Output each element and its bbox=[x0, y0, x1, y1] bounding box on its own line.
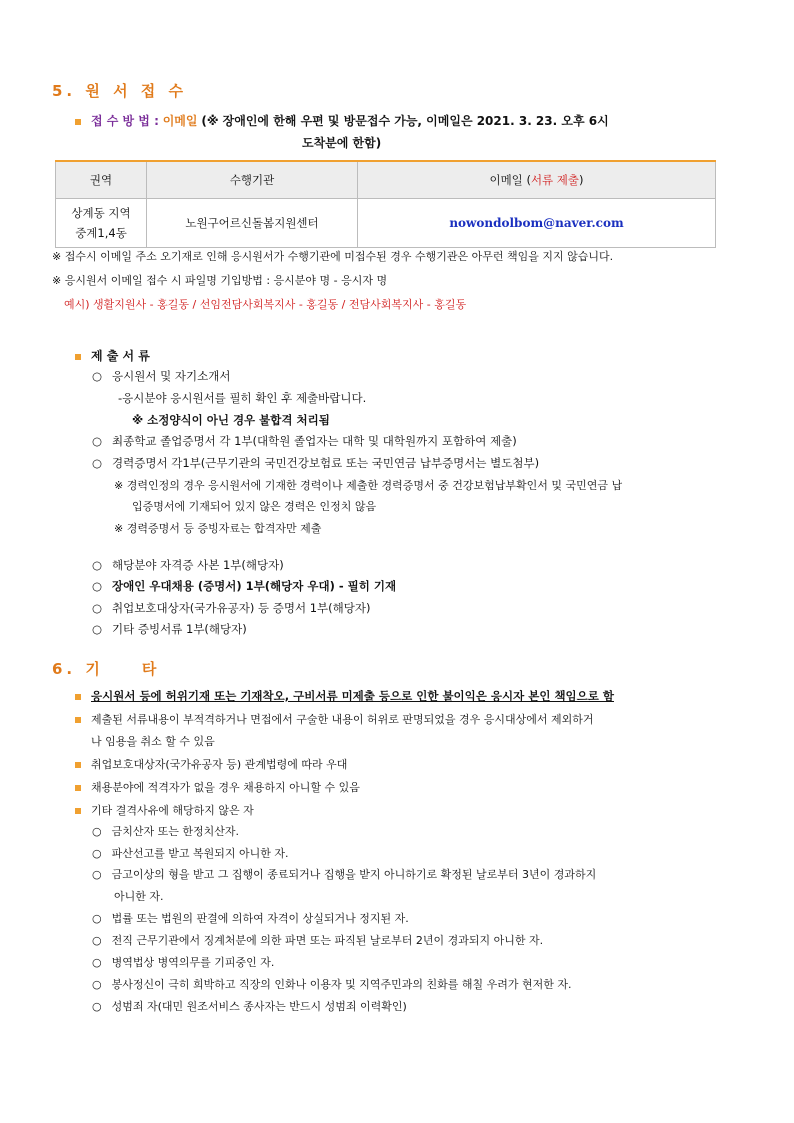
circle-bullet-icon: ○ bbox=[92, 456, 103, 470]
header-agency: 수행기관 bbox=[147, 161, 358, 199]
note-1: ※ 접수시 이메일 주소 오기재로 인해 응시원서가 수행기관에 미접수된 경우 수행기관은 아무런 책임을 지지 않습니다. bbox=[52, 250, 614, 263]
doc-item-5-text: 장애인 우대채용 (증명서) 1부(해당자 우대) - 필히 기재 bbox=[112, 579, 397, 593]
method-note-2: 도착분에 한함) bbox=[302, 136, 382, 150]
docs-heading bbox=[75, 347, 150, 364]
doc-item-3-note-2: ※ 경력증명서 등 증빙자료는 합격자만 제출 bbox=[114, 522, 322, 535]
doc-item-5 bbox=[92, 578, 396, 594]
disq-item-4 bbox=[92, 910, 409, 926]
doc-item-6-text: 취업보호대상자(국가유공자) 등 증명서 1부(해당자) bbox=[112, 601, 371, 615]
disq-item-6 bbox=[92, 954, 274, 970]
disq-item-2 bbox=[92, 845, 288, 861]
disq-item-2-text: 파산선고를 받고 복원되지 아니한 자. bbox=[111, 847, 289, 860]
doc-item-2 bbox=[92, 433, 517, 449]
circle-bullet-icon: ○ bbox=[92, 847, 102, 860]
disq-item-7 bbox=[92, 976, 571, 992]
circle-bullet-icon: ○ bbox=[92, 434, 103, 448]
doc-item-4 bbox=[92, 557, 284, 573]
email-link[interactable]: nowondolbom@naver.com bbox=[449, 216, 624, 230]
section-5-title: 5. 원 서 접 수 bbox=[52, 82, 187, 100]
bullet-square-icon bbox=[75, 119, 81, 125]
doc-item-1-warning: ※ 소정양식이 아닌 경우 불합격 처리됨 bbox=[132, 413, 330, 427]
misc-item-1 bbox=[75, 688, 614, 704]
method-label: 접 수 방 법 : bbox=[91, 114, 159, 128]
section-6-title bbox=[52, 658, 160, 679]
bullet-square-icon bbox=[75, 808, 81, 814]
bullet-square-icon bbox=[75, 694, 81, 700]
docs-title: 제 출 서 류 bbox=[91, 349, 150, 363]
doc-item-3-note-1a: ※ 경력인정의 경우 응시원서에 기재한 경력이나 제출한 경력증명서 중 건강보험납부확인서 및 국민연금 납 bbox=[114, 479, 623, 492]
header-region: 권역 bbox=[56, 161, 147, 199]
circle-bullet-icon: ○ bbox=[92, 1000, 102, 1013]
misc-item-4 bbox=[75, 779, 360, 795]
circle-bullet-icon: ○ bbox=[92, 912, 102, 925]
disq-item-7-text: 봉사정신이 극히 희박하고 직장의 인화나 이용자 및 지역주민과의 친화를 해칠 우려가 현저한 자. bbox=[111, 978, 572, 991]
circle-bullet-icon: ○ bbox=[92, 868, 102, 881]
doc-item-6 bbox=[92, 600, 370, 616]
header-email-label: 이메일 ( bbox=[489, 173, 531, 187]
disq-item-5 bbox=[92, 932, 543, 948]
doc-item-3 bbox=[92, 455, 539, 471]
disq-item-8-text: 성범죄 자(대민 원조서비스 종사자는 반드시 성범죄 이력확인) bbox=[111, 1000, 407, 1013]
header-email-red: 서류 제출 bbox=[530, 173, 580, 187]
disq-item-1-text: 금치산자 또는 한정치산자. bbox=[111, 825, 239, 838]
disq-item-3-text: 금고이상의 형을 받고 그 집행이 종료되거나 집행을 받지 아니하기로 확정된 날로부터 3년이 경과하지 bbox=[111, 868, 597, 881]
disq-item-6-text: 병역법상 병역의무를 기피중인 자. bbox=[111, 956, 275, 969]
filename-example: 예시) 생활지원사 - 홍길동 / 선임전담사회복지사 - 홍길동 / 전담사회복지사 - 홍길동 bbox=[64, 298, 467, 311]
method-line bbox=[75, 112, 609, 129]
cell-email[interactable] bbox=[358, 199, 716, 248]
section-6-title-a: 6. 기 bbox=[52, 660, 104, 678]
circle-bullet-icon: ○ bbox=[92, 978, 102, 991]
misc-item-2-text: 제출된 서류내용이 부적격하거나 면접에서 구술한 내용이 허위로 판명되었을 경우 응시대상에서 제외하거 bbox=[91, 713, 594, 726]
header-email bbox=[358, 161, 716, 199]
doc-item-4-text: 해당분야 자격증 사본 1부(해당자) bbox=[112, 558, 284, 572]
method-value: 이메일 bbox=[162, 114, 198, 128]
circle-bullet-icon: ○ bbox=[92, 601, 103, 615]
misc-item-4-text: 채용분야에 적격자가 없을 경우 채용하지 아니할 수 있음 bbox=[91, 781, 360, 794]
misc-item-5-text: 기타 결격사유에 해당하지 않은 자 bbox=[91, 804, 254, 817]
table-row bbox=[56, 199, 716, 248]
doc-item-2-text: 최종학교 졸업증명서 각 1부(대학원 졸업자는 대학 및 대학원까지 포함하여 제출) bbox=[112, 434, 517, 448]
circle-bullet-icon: ○ bbox=[92, 934, 102, 947]
header-email-end: ) bbox=[579, 173, 584, 187]
doc-item-7 bbox=[92, 621, 247, 637]
misc-item-1-text: 응시원서 등에 허위기재 또는 기재착오, 구비서류 미제출 등으로 인한 불이익은 응시자 본인 책임으로 함 bbox=[91, 689, 614, 703]
misc-item-2b: 나 임용을 취소 할 수 있음 bbox=[91, 735, 215, 748]
bullet-square-icon bbox=[75, 785, 81, 791]
circle-bullet-icon: ○ bbox=[92, 825, 102, 838]
disq-item-4-text: 법률 또는 법원의 판결에 의하여 자격이 상실되거나 정지된 자. bbox=[111, 912, 409, 925]
circle-bullet-icon: ○ bbox=[92, 558, 103, 572]
bullet-square-icon bbox=[75, 354, 81, 360]
bullet-square-icon bbox=[75, 717, 81, 723]
circle-bullet-icon: ○ bbox=[92, 579, 103, 593]
circle-bullet-icon: ○ bbox=[92, 622, 103, 636]
doc-item-3-note-1b: 입증명서에 기재되어 있지 않은 경력은 인정치 않음 bbox=[132, 500, 377, 513]
cell-agency: 노원구어르신돌봄지원센터 bbox=[147, 199, 358, 248]
cell-region-2: 중계1,4동 bbox=[75, 226, 127, 240]
doc-item-7-text: 기타 증빙서류 1부(해당자) bbox=[112, 622, 247, 636]
disq-item-3 bbox=[92, 866, 596, 882]
disq-item-3b: 아니한 자. bbox=[114, 890, 164, 903]
misc-item-5 bbox=[75, 802, 254, 818]
disq-item-1 bbox=[92, 823, 239, 839]
method-note-1: (※ 장애인에 한해 우편 및 방문접수 가능, 이메일은 2021. 3. 23. 오후 6시 bbox=[201, 114, 609, 128]
circle-bullet-icon: ○ bbox=[92, 956, 102, 969]
doc-item-3-text: 경력증명서 각1부(근무기관의 국민건강보험료 또는 국민연금 납부증명서는 별도첨부) bbox=[112, 456, 540, 470]
disq-item-5-text: 전직 근무기관에서 징계처분에 의한 파면 또는 파직된 날로부터 2년이 경과되지 아니한 자. bbox=[111, 934, 544, 947]
section-6-title-b: 타 bbox=[141, 660, 161, 678]
cell-region-1: 상계동 지역 bbox=[71, 206, 131, 220]
note-2: ※ 응시원서 이메일 접수 시 파일명 기입방법 : 응시분야 명 - 응시자 명 bbox=[52, 274, 388, 287]
circle-bullet-icon: ○ bbox=[92, 369, 103, 383]
table-header-row bbox=[56, 161, 716, 199]
submission-table bbox=[55, 160, 716, 248]
misc-item-2 bbox=[75, 711, 594, 727]
misc-item-3 bbox=[75, 756, 347, 772]
disq-item-8 bbox=[92, 998, 407, 1014]
cell-region bbox=[56, 199, 147, 248]
doc-item-1 bbox=[92, 368, 230, 384]
doc-item-1-text: 응시원서 및 자기소개서 bbox=[112, 369, 231, 383]
doc-item-1-sub: -응시분야 응시원서를 필히 확인 후 제출바랍니다. bbox=[118, 391, 367, 405]
bullet-square-icon bbox=[75, 762, 81, 768]
misc-item-3-text: 취업보호대상자(국가유공자 등) 관계법령에 따라 우대 bbox=[91, 758, 348, 771]
